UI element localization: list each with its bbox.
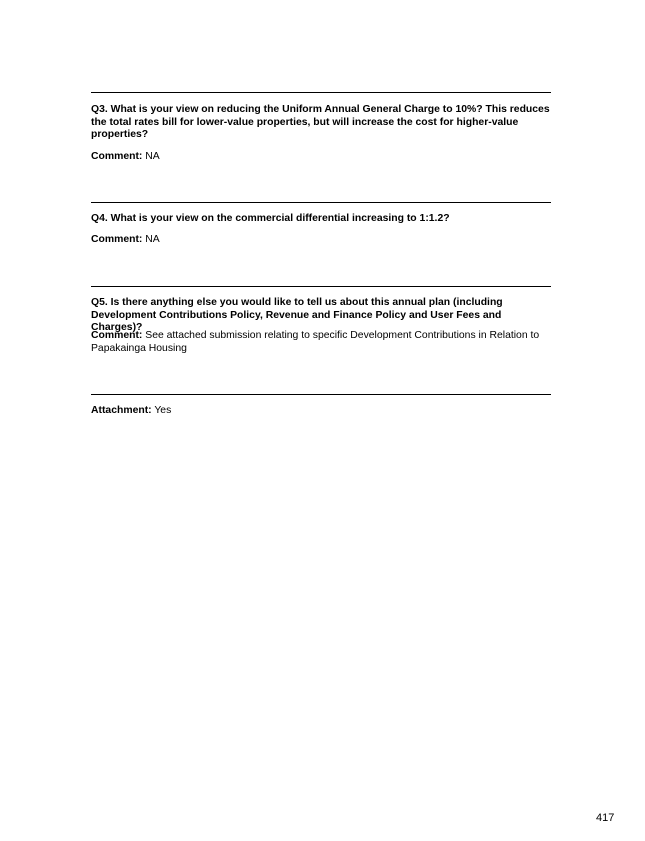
section-divider: [91, 286, 551, 287]
section-divider: [91, 92, 551, 93]
comment-value: NA: [145, 234, 160, 245]
question-q3: Q3. What is your view on reducing the Uniform Annual General Charge to 10%? This reduces the total rates bill for lower-value properties, but will increase the cost for higher-value properties?: [91, 104, 550, 141]
attachment-label: Attachment:: [91, 405, 152, 416]
question-q5: Q5. Is there anything else you would like to tell us about this annual plan (including Development Contributions Policy, Revenue and Finance Policy and User Fees and Charges)?: [91, 297, 503, 334]
comment-q4: [91, 234, 553, 247]
comment-q5: [91, 330, 553, 355]
attachment-value: Yes: [154, 405, 172, 416]
comment-label: Comment:: [91, 151, 143, 162]
attachment-line: [91, 405, 553, 418]
page-number: 417: [596, 812, 615, 824]
comment-label: Comment:: [91, 234, 143, 245]
comment-q3: [91, 151, 553, 164]
comment-value: NA: [145, 151, 160, 162]
section-divider: [91, 202, 551, 203]
question-q4: Q4. What is your view on the commercial differential increasing to 1:1.2?: [91, 213, 450, 224]
comment-value: See attached submission relating to specific Development Contributions in Relation to Papakainga Housing: [91, 330, 540, 354]
section-divider: [91, 394, 551, 395]
comment-label: Comment:: [91, 330, 143, 341]
